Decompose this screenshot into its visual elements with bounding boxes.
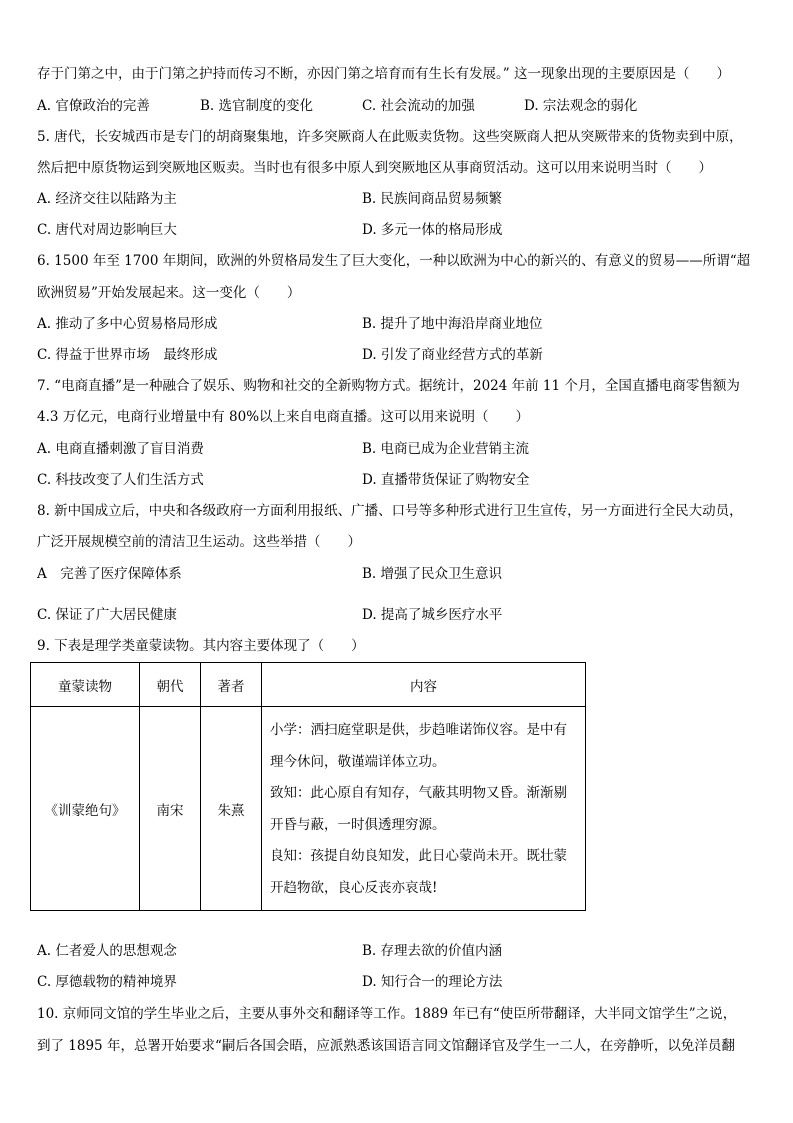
- table-header-book: 童蒙读物: [31, 663, 140, 707]
- q8-option-d: D. 提高了城乡医疗水平: [362, 607, 503, 623]
- q6-stem-line1: 6. 1500 年至 1700 年期间，欧洲的外贸格局发生了巨大变化，一种以欧洲为中心的新兴的、有意义的贸易——所谓“超: [37, 253, 751, 269]
- q7-stem-line2: 4.3 万亿元，电商行业增量中有 80%以上来自电商直播。这可以用来说明（ ）: [37, 409, 530, 425]
- q9-option-a: A. 仁者爱人的思想观念: [37, 943, 177, 959]
- content-line: 开昏与蔽，一时俱透理穷源。: [270, 816, 446, 833]
- q4-option-a: A. 官僚政治的完善: [37, 98, 150, 114]
- content-line: 小学：洒扫庭堂职是供，步趋唯诺饰仪容。是中有: [270, 722, 567, 738]
- q9-stem: 9. 下表是理学类童蒙读物。其内容主要体现了（ ）: [37, 638, 365, 654]
- q6-option-b: B. 提升了地中海沿岸商业地位: [362, 316, 543, 332]
- q6-stem-line2: 欧洲贸易”开始发展起来。这一变化（ ）: [37, 285, 301, 301]
- q7-stem-line1: 7. “电商直播”是一种融合了娱乐、购物和社交的全新购物方式。据统计，2024 年前 11 个月，全国直播电商零售额为: [37, 378, 740, 394]
- q10-stem-line2: 到了 1895 年，总署开始要求“嗣后各国会晤，应派熟悉该国语言同文馆翻译官及学生一二人，在旁静听，以免洋员翻: [37, 1038, 735, 1054]
- q7-option-a: A. 电商直播刺激了盲目消费: [37, 441, 204, 457]
- q9-option-b: B. 存理去欲的价值内涵: [362, 943, 503, 959]
- q5-stem-line1: 5. 唐代，长安城西市是专门的胡商聚集地，许多突厥商人在此贩卖货物。这些突厥商人把从突厥带来的货物卖到中原，: [37, 129, 743, 145]
- q4-option-d: D. 宗法观念的弱化: [524, 98, 638, 114]
- q4-option-b: B. 选官制度的变化: [200, 98, 314, 114]
- reading-table: [30, 662, 586, 911]
- table-header-dynasty: 朝代: [140, 663, 201, 707]
- table-cell-author: 朱熹: [201, 707, 262, 911]
- q4-option-c: C. 社会流动的加强: [362, 98, 475, 114]
- q6-option-d: D. 引发了商业经营方式的革新: [362, 347, 543, 363]
- q5-option-d: D. 多元一体的格局形成: [362, 222, 503, 238]
- q8-option-c: C. 保证了广大居民健康: [37, 607, 177, 623]
- table-cell-dynasty: 南宋: [140, 707, 201, 911]
- q5-option-c: C. 唐代对周边影响巨大: [37, 222, 177, 238]
- q8-option-a: A 完善了医疗保障体系: [37, 566, 182, 582]
- q6-option-c: C. 得益于世界市场 最终形成: [37, 347, 218, 363]
- content-line: 致知：此心原自有知存，气蔽其明物又昏。渐渐剔: [270, 785, 567, 801]
- table-header-author: 著者: [201, 663, 262, 707]
- q7-option-c: C. 科技改变了人们生活方式: [37, 472, 204, 488]
- table-row: [31, 707, 586, 911]
- q9-option-d: D. 知行合一的理论方法: [362, 974, 503, 990]
- q8-option-b: B. 增强了民众卫生意识: [362, 566, 503, 582]
- table-cell-book: 《训蒙绝句》: [31, 707, 140, 911]
- q5-option-b: B. 民族间商品贸易频繁: [362, 191, 503, 207]
- q9-option-c: C. 厚德载物的精神境界: [37, 974, 177, 990]
- q4-stem: 存于门第之中，由于门第之护持而传习不断，亦因门第之培育而有生长有发展。” 这一现象出现的主要原因是（ ）: [37, 66, 730, 82]
- q8-stem-line1: 8. 新中国成立后，中央和各级政府一方面利用报纸、广播、口号等多种形式进行卫生宣传，另一方面进行全民大动员，: [37, 503, 743, 519]
- q6-option-a: A. 推动了多中心贸易格局形成: [37, 316, 218, 332]
- q5-stem-line2: 然后把中原货物运到突厥地区贩卖。当时也有很多中原人到突厥地区从事商贸活动。这可以用来说明当时（ ）: [37, 160, 712, 176]
- content-line: 理今休问，敬谨端详体立功。: [270, 753, 446, 770]
- content-line: 开趋物欲，良心反丧亦哀哉!: [270, 879, 438, 896]
- q7-option-b: B. 电商已成为企业营销主流: [362, 441, 530, 457]
- q8-stem-line2: 广泛开展规模空前的清洁卫生运动。这些举措（ ）: [37, 534, 361, 550]
- q10-stem-line1: 10. 京师同文馆的学生毕业之后，主要从事外交和翻译等工作。1889 年已有“使臣所带翻译，大半同文馆学生”之说，: [37, 1006, 737, 1022]
- q7-option-d: D. 直播带货保证了购物安全: [362, 472, 530, 488]
- table-header-row: [31, 663, 586, 707]
- content-line: 良知：孩提自幼良知发，此日心蒙尚未开。既壮蒙: [270, 848, 567, 864]
- table-header-content: 内容: [262, 663, 586, 707]
- q5-option-a: A. 经济交往以陆路为主: [37, 191, 177, 207]
- table-cell-content: [262, 707, 586, 911]
